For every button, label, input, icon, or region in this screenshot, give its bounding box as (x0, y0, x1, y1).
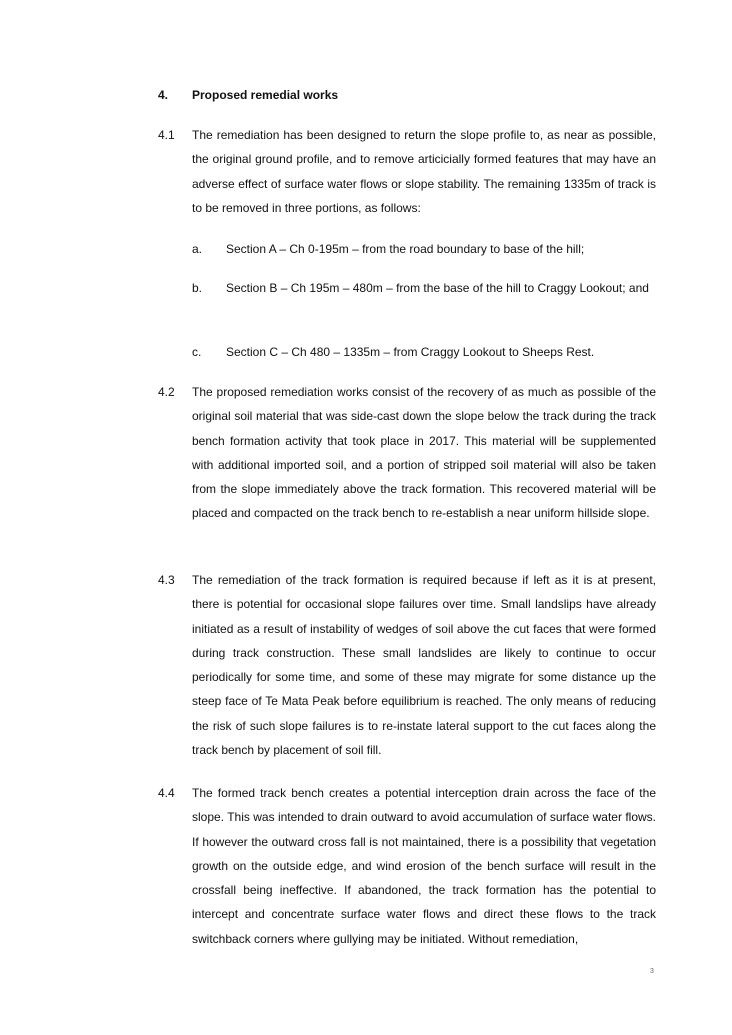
list-item-a (192, 237, 656, 261)
paragraph-text: The proposed remediation works consist of the recovery of as much as possible of the original soil material that was side-cast down the slope below the track during the track bench formation activity that took place in 2017. This material will be supplemented with additional imported soil, and a portion of stripped soil material will also be taken from the slope immediately above the track formation. This recovered material will be placed and compacted on the track bench to re-establish a near uniform hillside slope. (192, 385, 656, 521)
list-letter: b. (192, 281, 203, 295)
paragraph-number: 4.2 (158, 385, 175, 399)
paragraph-text: The remediation has been designed to return the slope profile to, as near as possible, the original ground profile, and to remove articicially formed features that may have an adverse effect of surface water flows or slope stability. The remaining 1335m of track is to be removed in three portions, as follows: (192, 128, 656, 215)
list-item-c (192, 340, 656, 364)
paragraph-4-1 (158, 123, 656, 220)
section-number: 4. (158, 88, 169, 102)
paragraph-4-3 (158, 568, 656, 762)
paragraph-number: 4.3 (158, 573, 175, 587)
list-letter: a. (192, 242, 203, 256)
list-text: Section B – Ch 195m – 480m – from the base of the hill to Craggy Lookout; and (226, 281, 649, 295)
paragraph-4-4 (158, 781, 656, 951)
paragraph-number: 4.1 (158, 128, 175, 142)
page-number: 3 (650, 968, 654, 975)
list-item-b (192, 276, 656, 300)
list-letter: c. (192, 345, 202, 359)
list-text: Section A – Ch 0-195m – from the road boundary to base of the hill; (226, 242, 585, 256)
paragraph-number: 4.4 (158, 786, 175, 800)
section-title: Proposed remedial works (192, 88, 339, 102)
paragraph-text: The remediation of the track formation is required because if left as it is at present, there is potential for occasional slope failures over time. Small landslips have already initiated as a result of instability of wedges of soil above the cut faces that were formed during track construction. These small landslides are likely to continue to occur periodically for some time, and some of these may migrate for some distance up the steep face of Te Mata Peak before equilibrium is reached. The only means of reducing the risk of such slope failures is to re-instate lateral support to the cut faces along the track bench by placement of soil fill. (192, 573, 656, 758)
paragraph-text: The formed track bench creates a potential interception drain across the face of the slope. This was intended to drain outward to avoid accumulation of surface water flows. If however the outward cross fall is not maintained, there is a possibility that vegetation growth on the outside edge, and wind erosion of the bench surface will result in the crossfall being ineffective. If abandoned, the track formation has the potential to intercept and concentrate surface water flows and direct these flows to the track switchback corners where gullying may be initiated. Without remediation, (192, 786, 656, 946)
list-text: Section C – Ch 480 – 1335m – from Craggy Lookout to Sheeps Rest. (226, 345, 595, 359)
paragraph-4-2 (158, 380, 656, 526)
